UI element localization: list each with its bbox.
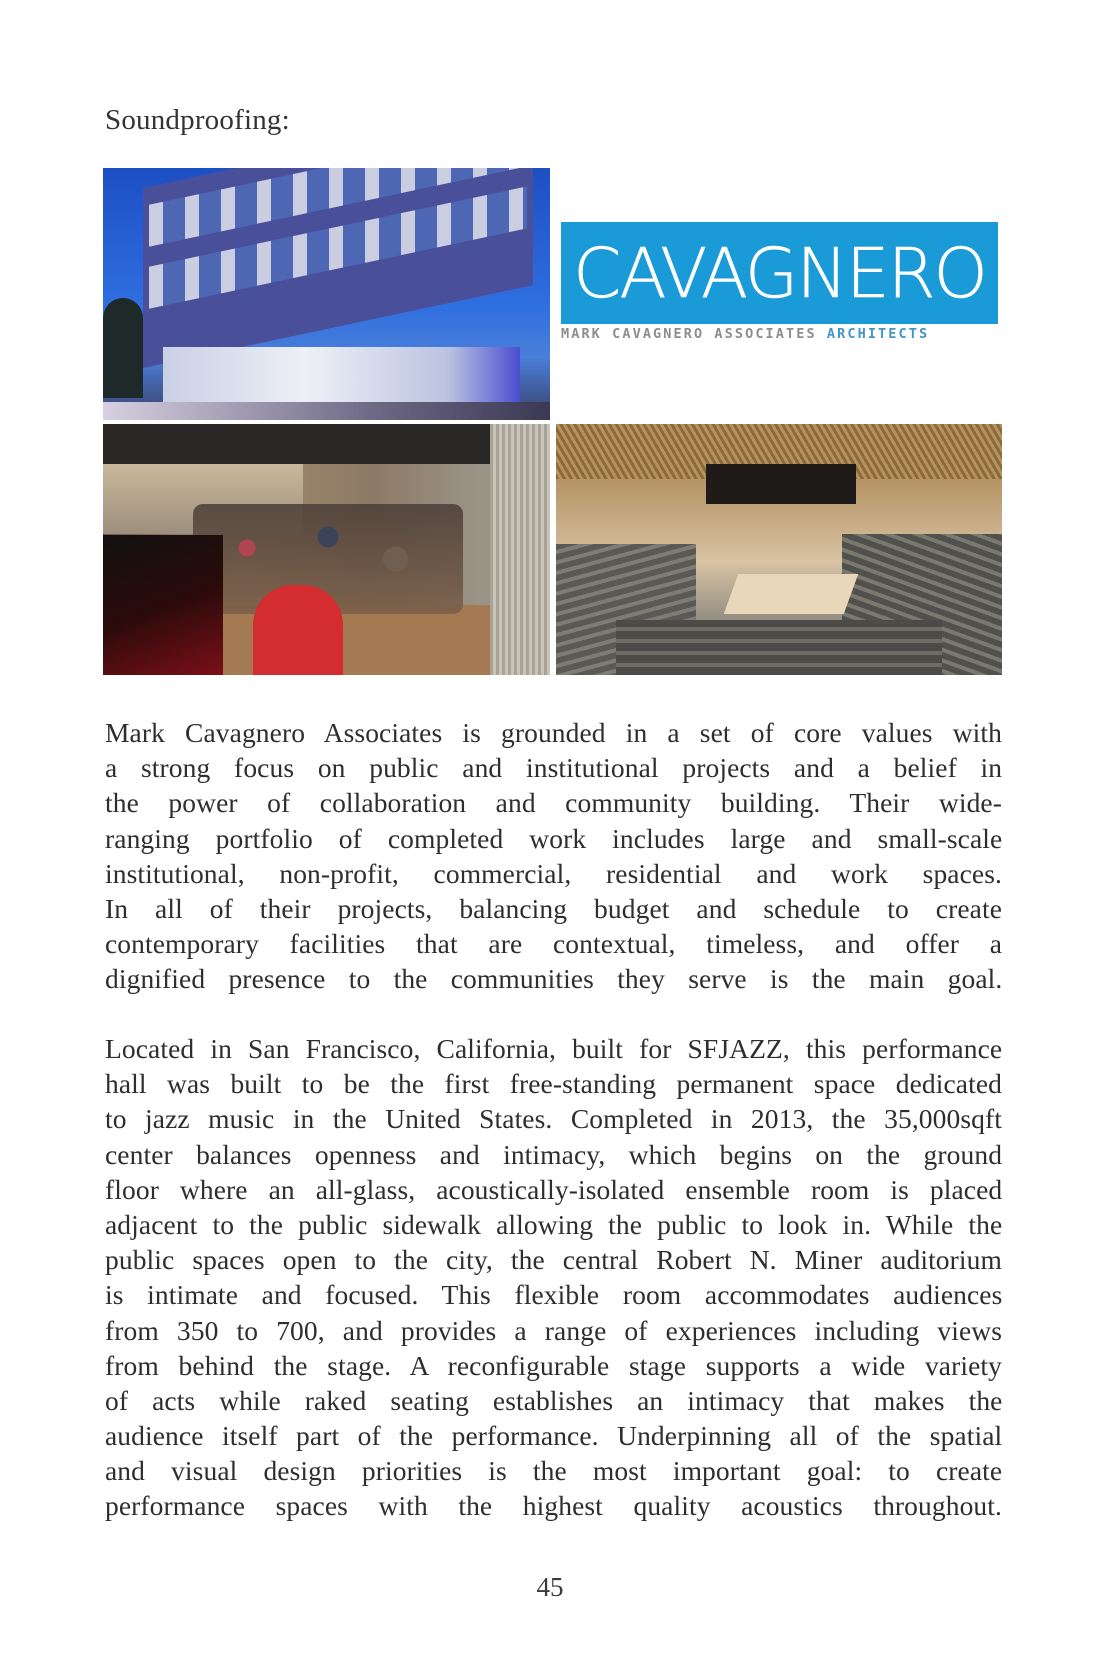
text-line: a strong focus on public and institutional projects and a belief in: [105, 752, 1003, 784]
text-line: the power of collaboration and community building. Their wide-: [105, 787, 1002, 819]
acoustic-curtain: [490, 424, 550, 675]
text-line: floor where an all-glass, acoustically-isolated ensemble room is placed: [105, 1173, 1003, 1205]
street: [103, 402, 550, 420]
paragraph-firm-description: [105, 715, 1002, 997]
logo-brand-text: CAVAGNERO: [573, 234, 986, 314]
page-number: 45: [536, 1572, 564, 1602]
text-line: audience itself part of the performance. Underpinning all of the spatial: [105, 1420, 1003, 1452]
glass-ground-floor: [163, 347, 520, 402]
text-line: public spaces open to the city, the central Robert N. Miner auditorium: [105, 1244, 1002, 1276]
text-line: and visual design priorities is the most important goal: to create: [105, 1455, 1003, 1487]
text-line: of acts while raked seating establishes an intimacy that makes the: [105, 1384, 1003, 1416]
section-heading: Soundproofing:: [105, 104, 290, 136]
jazz-ensemble-room-photo: [103, 424, 550, 675]
text-line: Mark Cavagnero Associates is grounded in a set of core values with: [105, 717, 1002, 748]
lighting-rig: [706, 464, 856, 504]
text-line: performance spaces with the highest quality acoustics throughout.: [105, 1490, 1002, 1522]
text-line: Located in San Francisco, California, built for SFJAZZ, this performance: [105, 1033, 1003, 1064]
building-exterior-photo: [103, 168, 550, 420]
text-line: In all of their projects, balancing budget and schedule to create: [105, 892, 1002, 924]
text-line: to jazz music in the United States. Completed in 2013, the 35,000sqft: [105, 1103, 1002, 1135]
building-facade: [143, 168, 533, 368]
text-line: from behind the stage. A reconfigurable stage supports a wide variety: [105, 1349, 1002, 1381]
stage: [724, 574, 859, 614]
text-line: institutional, non-profit, commercial, residential and work spaces.: [105, 857, 1002, 889]
text-line: is intimate and focused. This flexible room accommodates audiences: [105, 1279, 1003, 1311]
logo-subtitle-main: MARK CAVAGNERO ASSOCIATES: [561, 326, 827, 342]
front-seating: [616, 620, 942, 675]
tree-silhouette: [103, 298, 143, 398]
text-line: adjacent to the public sidewalk allowing the public to look in. While the: [105, 1208, 1003, 1240]
logo-subtitle: [561, 326, 1001, 344]
grand-piano: [103, 535, 223, 675]
pianist: [253, 585, 343, 675]
auditorium-interior-photo: [556, 424, 1002, 675]
text-line: hall was built to be the first free-standing permanent space dedicated: [105, 1068, 1002, 1100]
text-line: from 350 to 700, and provides a range of experiences including views: [105, 1314, 1003, 1346]
text-line: ranging portfolio of completed work includes large and small-scale: [105, 822, 1003, 854]
ceiling: [103, 424, 490, 464]
text-line: dignified presence to the communities they serve is the main goal.: [105, 963, 1003, 995]
paragraph-sfjazz-project: [105, 1031, 1002, 1524]
cavagnero-logo: [561, 222, 998, 324]
text-line: center balances openness and intimacy, which begins on the ground: [105, 1138, 1003, 1170]
text-line: contemporary facilities that are contextual, timeless, and offer a: [105, 928, 1003, 960]
logo-subtitle-accent: ARCHITECTS: [826, 326, 930, 342]
